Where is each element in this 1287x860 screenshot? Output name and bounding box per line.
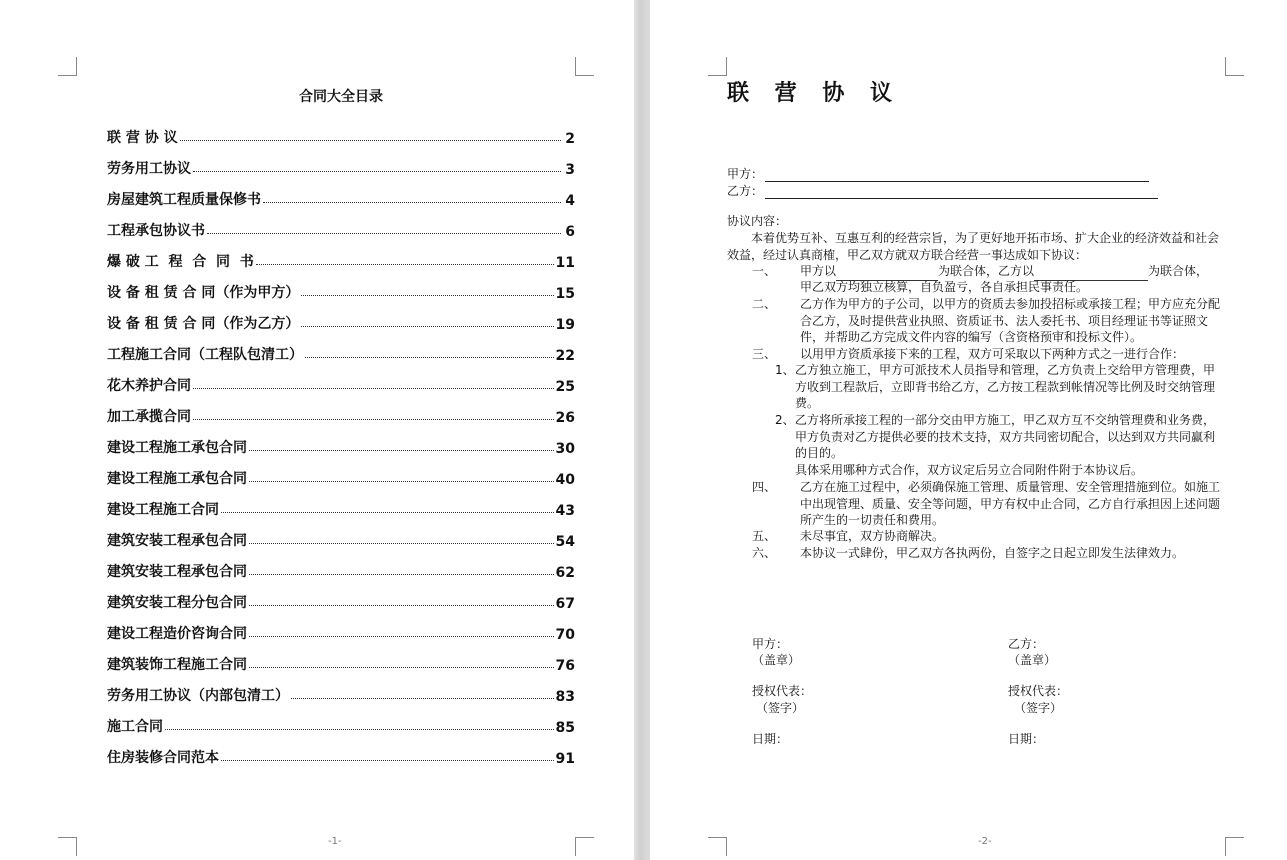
clause-3-text: 以用甲方资质承接下来的工程，双方可采取以下两种方式之一进行合作： xyxy=(800,347,1185,361)
clause-3-2-text: 乙方将所承接工程的一部分交由甲方施工，甲乙双方互不交纳管理费和业务费，甲方负责对乙方提供必要的技术支持，双方共同密切配合，以达到双方共同赢利的目的。 xyxy=(795,413,1216,460)
toc-entry[interactable] xyxy=(107,612,575,643)
toc-entry-page: 11 xyxy=(555,255,575,271)
page-gutter xyxy=(634,0,650,860)
toc-entry-page: 25 xyxy=(555,379,575,395)
toc-entry-label: 建筑安装工程分包合同 xyxy=(107,595,247,611)
toc-entry-label: 联 营 协 议 xyxy=(107,130,178,146)
toc-entry[interactable] xyxy=(107,674,575,705)
toc-entry-label: 建设工程施工合同 xyxy=(107,502,219,518)
toc-entry-label: 住房装修合同范本 xyxy=(107,750,219,766)
toc-entry[interactable] xyxy=(107,488,575,519)
content-label: 协议内容： xyxy=(727,214,788,228)
crop-mark xyxy=(575,57,594,76)
toc-entry-label: 花木养护合同 xyxy=(107,378,191,394)
clause-1-text-b: 为联合体，乙方以 xyxy=(938,264,1035,278)
toc-entry-page: 15 xyxy=(555,286,575,302)
signature-b-party: 乙方： xyxy=(1008,637,1045,651)
toc-entry[interactable] xyxy=(107,209,575,240)
toc-entry-page: 67 xyxy=(555,596,575,612)
signature-b-date: 日期： xyxy=(1008,732,1045,746)
intro-paragraph: 本着优势互补、互惠互利的经营宗旨，为了更好地开拓市场、扩大企业的经济效益和社会效益，经过认真商榷，甲乙双方就双方联合经营一事达成如下协议： xyxy=(727,231,1220,262)
toc-leader-dots xyxy=(263,202,561,203)
toc-leader-dots xyxy=(305,357,554,358)
toc-entry-page: 43 xyxy=(555,503,575,519)
toc-entry[interactable] xyxy=(107,302,575,333)
toc-entry-page: 85 xyxy=(555,720,575,736)
toc-entry-page: 54 xyxy=(555,534,575,550)
clause-5-text: 未尽事宜，双方协商解决。 xyxy=(800,529,945,543)
signature-a-date: 日期： xyxy=(752,732,789,746)
toc-entry[interactable] xyxy=(107,550,575,581)
toc-leader-dots xyxy=(249,667,554,668)
party-a-label: 甲方： xyxy=(727,167,764,181)
toc-entry[interactable] xyxy=(107,147,575,178)
signature-a-representative: 授权代表： xyxy=(752,684,813,698)
toc-entry-label: 建筑安装工程承包合同 xyxy=(107,533,247,549)
toc-leader-dots xyxy=(221,760,554,761)
toc-leader-dots xyxy=(301,326,553,327)
clause-1-number: 一、 xyxy=(752,264,777,278)
toc-entry-label: 建设工程施工承包合同 xyxy=(107,471,247,487)
toc-leader-dots xyxy=(249,574,554,575)
crop-mark xyxy=(58,57,77,76)
toc-entry-label: 设 备 租 赁 合 同（作为甲方） xyxy=(107,285,300,301)
toc-entry-page: 70 xyxy=(555,627,575,643)
clause-2-text: 乙方作为甲方的子公司，以甲方的资质去参加投招标或承接工程；甲方应充分配合乙方，及时提供营业执照、资质证书、法人委托书、项目经理证书等证照文件，并帮助乙方完成文件内容的编写（含资格预审和投标文件）。 xyxy=(800,297,1221,344)
toc-entry-label: 建筑安装工程承包合同 xyxy=(107,564,247,580)
clause-3-note: 具体采用哪种方式合作，双方议定后另立合同附件附于本协议后。 xyxy=(795,463,1144,477)
toc-entry-label: 建筑装饰工程施工合同 xyxy=(107,657,247,673)
blank-field xyxy=(836,263,938,281)
clause-6-text: 本协议一式肆份，甲乙双方各执两份，自签字之日起立即发生法律效力。 xyxy=(800,546,1185,560)
toc-entry-label: 建设工程造价咨询合同 xyxy=(107,626,247,642)
toc-entry[interactable] xyxy=(107,705,575,736)
toc-entry-page: 26 xyxy=(555,410,575,426)
crop-mark xyxy=(58,837,77,856)
toc-entry-page: 6 xyxy=(565,224,575,240)
table-of-contents xyxy=(107,116,575,767)
toc-leader-dots xyxy=(249,605,554,606)
toc-entry-page: 4 xyxy=(565,193,575,209)
signature-a-seal: （盖章） xyxy=(752,653,801,667)
toc-entry[interactable] xyxy=(107,519,575,550)
party-b-label: 乙方： xyxy=(727,184,764,198)
clause-1-text-c: 为联合体， xyxy=(1148,264,1209,278)
toc-leader-dots xyxy=(193,171,561,172)
crop-mark xyxy=(575,837,594,856)
signature-b-representative: 授权代表： xyxy=(1008,684,1069,698)
page-number: -1- xyxy=(328,836,342,847)
page-number: -2- xyxy=(978,836,992,847)
toc-entry-page: 76 xyxy=(555,658,575,674)
signature-a-party: 甲方： xyxy=(752,637,789,651)
toc-leader-dots xyxy=(221,512,554,513)
toc-entry-page: 62 xyxy=(555,565,575,581)
toc-entry-label: 劳务用工协议（内部包清工） xyxy=(107,688,289,704)
document-page-1 xyxy=(0,0,634,860)
toc-entry-label: 施工合同 xyxy=(107,719,163,735)
toc-leader-dots xyxy=(180,140,561,141)
toc-leader-dots xyxy=(291,698,554,699)
toc-entry-page: 19 xyxy=(555,317,575,333)
blank-field xyxy=(1034,263,1148,281)
toc-title: 合同大全目录 xyxy=(299,89,383,105)
clause-3-2-number: 2、 xyxy=(775,413,795,427)
crop-mark xyxy=(1225,837,1244,856)
toc-leader-dots xyxy=(256,264,554,265)
signature-b-sign: （签字） xyxy=(1014,701,1063,715)
toc-leader-dots xyxy=(249,450,554,451)
toc-leader-dots xyxy=(193,419,554,420)
clause-1-line xyxy=(800,263,1230,281)
toc-leader-dots xyxy=(207,233,561,234)
toc-leader-dots xyxy=(249,636,554,637)
signature-b-seal: （盖章） xyxy=(1008,653,1057,667)
toc-entry-label: 房屋建筑工程质量保修书 xyxy=(107,192,261,208)
toc-entry-page: 30 xyxy=(555,441,575,457)
toc-leader-dots xyxy=(249,481,554,482)
toc-entry-label: 工程承包协议书 xyxy=(107,223,205,239)
clause-6-number: 六、 xyxy=(752,546,777,560)
toc-entry[interactable] xyxy=(107,116,575,147)
crop-mark xyxy=(708,837,727,856)
toc-entry[interactable] xyxy=(107,426,575,457)
clause-3-1-text: 乙方独立施工，甲方可派技术人员指导和管理，乙方负责上交给甲方管理费，甲方收到工程款后，立即背书给乙方，乙方按工程款到帐情况等比例及时交纳管理费。 xyxy=(795,363,1216,410)
toc-entry[interactable] xyxy=(107,271,575,302)
toc-entry-label: 设 备 租 赁 合 同（作为乙方） xyxy=(107,316,300,332)
toc-entry-label: 爆 破 工 程 合 同 书 xyxy=(107,254,254,270)
toc-entry-label: 劳务用工协议 xyxy=(107,161,191,177)
toc-leader-dots xyxy=(301,295,553,296)
toc-entry[interactable] xyxy=(107,395,575,426)
party-b-line xyxy=(765,198,1158,199)
toc-entry-page: 91 xyxy=(555,751,575,767)
toc-entry-label: 建设工程施工承包合同 xyxy=(107,440,247,456)
clause-4-number: 四、 xyxy=(752,480,777,494)
toc-entry-page: 83 xyxy=(555,689,575,705)
clause-5-number: 五、 xyxy=(752,529,777,543)
toc-entry[interactable] xyxy=(107,736,575,767)
clause-3-1-number: 1、 xyxy=(775,363,795,377)
toc-entry-page: 40 xyxy=(555,472,575,488)
toc-entry[interactable] xyxy=(107,643,575,674)
toc-entry[interactable] xyxy=(107,240,575,271)
clause-4-text: 乙方在施工过程中，必须确保施工管理、质量管理、安全管理措施到位。如施工中出现管理、质量、安全等问题，甲方有权中止合同，乙方自行承担因上述问题所产生的一切责任和费用。 xyxy=(800,480,1221,527)
toc-leader-dots xyxy=(249,543,554,544)
toc-entry-label: 加工承揽合同 xyxy=(107,409,191,425)
toc-leader-dots xyxy=(165,729,554,730)
party-a-line xyxy=(765,181,1149,182)
clause-2-number: 二、 xyxy=(752,297,777,311)
signature-a-sign: （签字） xyxy=(756,701,805,715)
toc-leader-dots xyxy=(193,388,554,389)
toc-entry[interactable] xyxy=(107,364,575,395)
toc-entry-label: 工程施工合同（工程队包清工） xyxy=(107,347,303,363)
crop-mark xyxy=(1225,57,1244,76)
toc-entry-page: 2 xyxy=(565,131,575,147)
toc-entry[interactable] xyxy=(107,178,575,209)
crop-mark xyxy=(708,57,727,76)
clause-1-text-a: 甲方以 xyxy=(800,264,837,278)
clause-3-number: 三、 xyxy=(752,347,777,361)
agreement-title: 联 营 协 议 xyxy=(727,81,901,106)
clause-1-continuation: 甲乙双方均独立核算，自负盈亏，各自承担民事责任。 xyxy=(800,280,1089,294)
toc-entry[interactable] xyxy=(107,581,575,612)
toc-entry-page: 22 xyxy=(555,348,575,364)
toc-entry[interactable] xyxy=(107,333,575,364)
toc-entry-page: 3 xyxy=(565,162,575,178)
toc-entry[interactable] xyxy=(107,457,575,488)
